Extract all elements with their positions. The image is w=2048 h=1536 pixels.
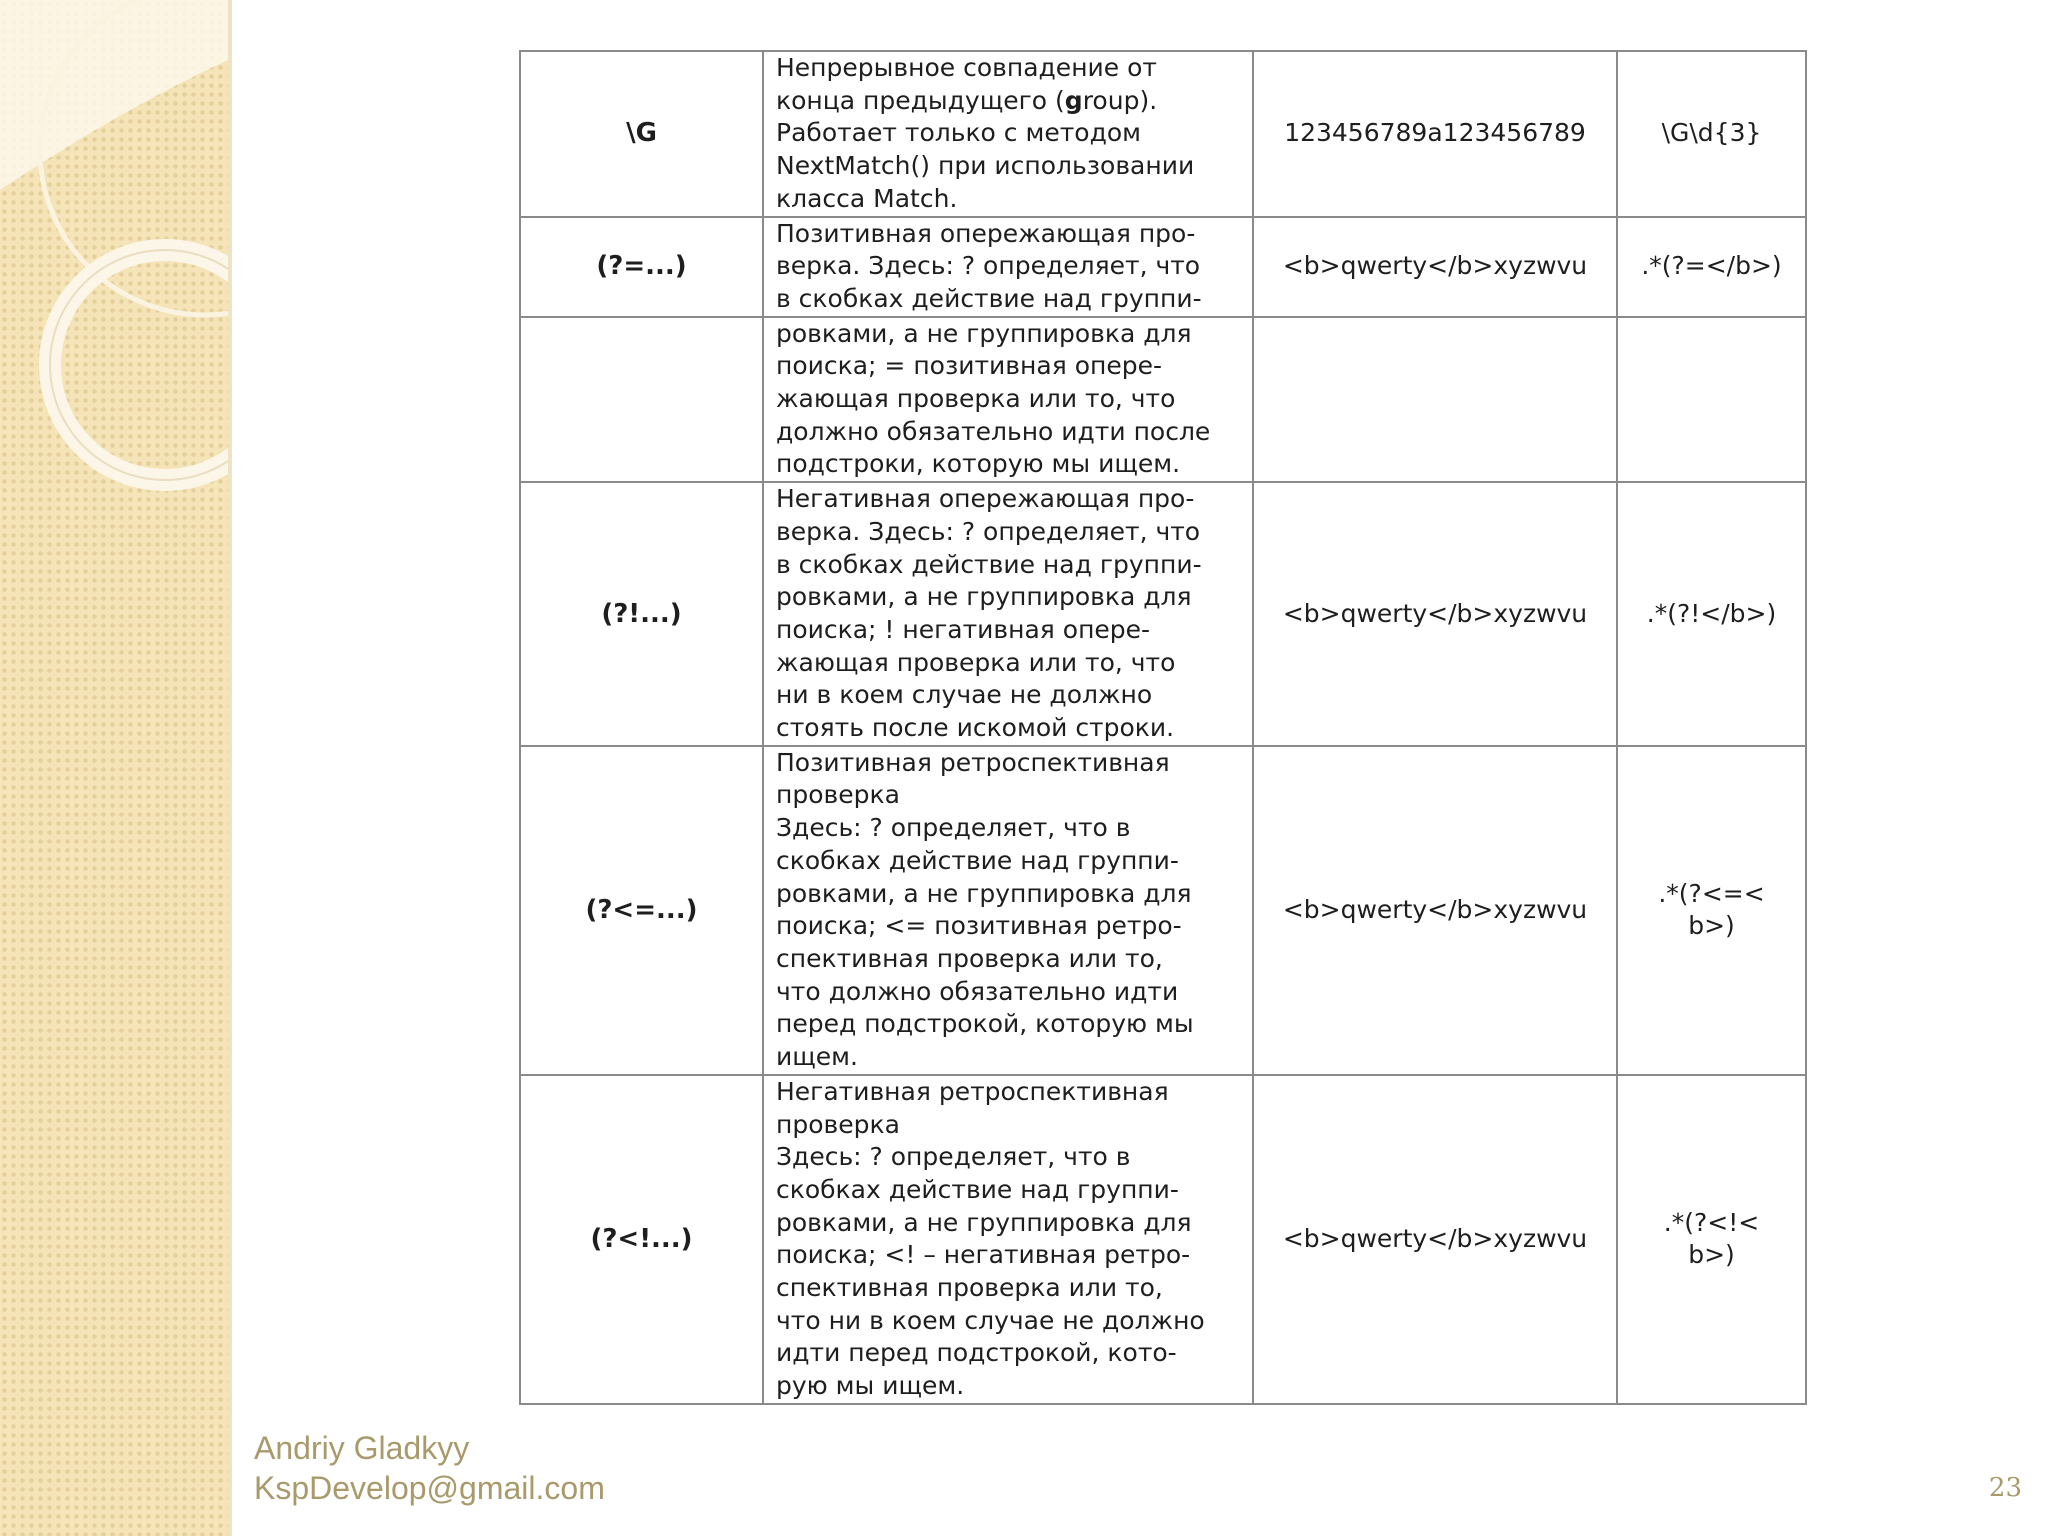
decorative-sidebar [0, 0, 228, 1536]
example-pattern-cell: .*(?!</b>) [1617, 482, 1806, 746]
page-number: 23 [1988, 1473, 2022, 1503]
table-row [520, 217, 1806, 317]
regex-reference-table [519, 50, 1807, 1405]
regex-description-cell [763, 51, 1253, 217]
regex-description-cell: ровками, а не группировка для поиска; = позитивная опере- жающая проверка или то, что должно обязательно идти после подстроки, которую мы ищем. [763, 317, 1253, 483]
decorative-rings-graphic [0, 0, 228, 520]
author-email: KspDevelop@gmail.com [254, 1470, 605, 1506]
example-input-cell: <b>qwerty</b>xyzwvu [1253, 217, 1617, 317]
example-pattern-cell [1617, 317, 1806, 483]
example-input-cell: 123456789a123456789 [1253, 51, 1617, 217]
example-pattern-cell: .*(?<!< b>) [1617, 1075, 1806, 1404]
table-row [520, 746, 1806, 1075]
author-name: Andriy Gladkyy [254, 1430, 470, 1466]
sidebar-divider [228, 0, 232, 1536]
description-text: Непрерывное совпадение от конца предыдущего ( [776, 53, 1157, 115]
table-row [520, 317, 1806, 483]
example-input-cell [1253, 317, 1617, 483]
table-row [520, 482, 1806, 746]
example-pattern-cell: .*(?<=< b>) [1617, 746, 1806, 1075]
description-text-tail: roup). Работает только с методом NextMatch() при использовании класса Match. [776, 85, 1195, 213]
example-pattern-cell: .*(?=</b>) [1617, 217, 1806, 317]
regex-description-cell: Позитивная опережающая про- верка. Здесь: ? определяет, что в скобках действие над группи- [763, 217, 1253, 317]
regex-symbol-cell: (?!...) [520, 482, 763, 746]
table-row [520, 1075, 1806, 1404]
regex-description-cell: Негативная ретроспективная проверка Здесь: ? определяет, что в скобках действие над группи- ровками, а не группировка для поиска; <! – негативная ретро- спективная проверка или то, что ни в коем случае не должно идти перед подстрокой, кото- рую мы ищем. [763, 1075, 1253, 1404]
regex-symbol-cell: (?<=...) [520, 746, 763, 1075]
regex-symbol-cell: (?=...) [520, 217, 763, 317]
example-pattern-cell: \G\d{3} [1617, 51, 1806, 217]
example-input-cell: <b>qwerty</b>xyzwvu [1253, 482, 1617, 746]
description-bold-letter: g [1064, 85, 1083, 115]
regex-description-cell: Негативная опережающая про- верка. Здесь: ? определяет, что в скобках действие над группи- ровками, а не группировка для поиска; ! негативная опере- жающая проверка или то, что ни в коем случае не должно стоять после искомой строки. [763, 482, 1253, 746]
regex-symbol-cell [520, 317, 763, 483]
regex-symbol-cell: (?<!...) [520, 1075, 763, 1404]
table-row [520, 51, 1806, 217]
regex-description-cell: Позитивная ретроспективная проверка Здесь: ? определяет, что в скобках действие над группи- ровками, а не группировка для поиска; <= позитивная ретро- спективная проверка или то, что должно обязательно идти перед подстрокой, которую мы ищем. [763, 746, 1253, 1075]
example-input-cell: <b>qwerty</b>xyzwvu [1253, 746, 1617, 1075]
footer-author-block [254, 1428, 605, 1508]
example-input-cell: <b>qwerty</b>xyzwvu [1253, 1075, 1617, 1404]
regex-symbol-cell: \G [520, 51, 763, 217]
